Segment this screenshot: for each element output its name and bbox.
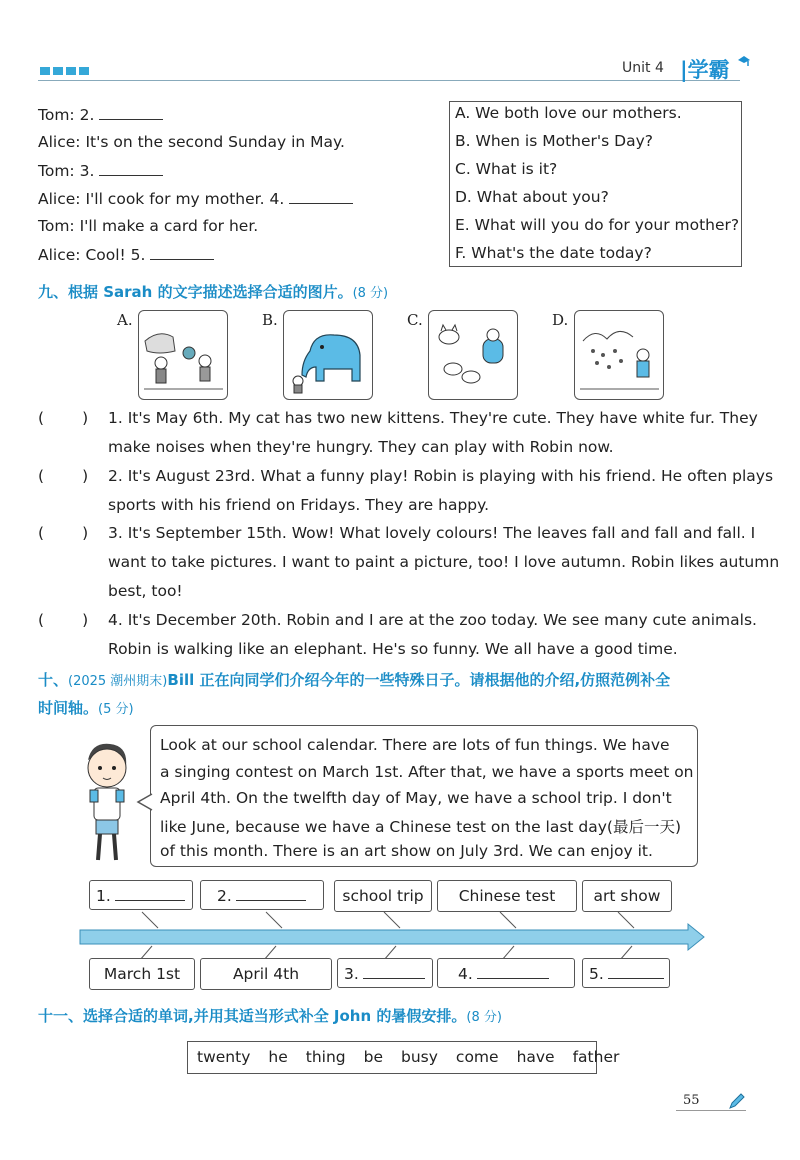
answer-blank[interactable] — [99, 161, 163, 176]
word-bank-item: come — [455, 1048, 499, 1066]
timeline-box[interactable]: 4. — [437, 958, 575, 988]
option-item: C. What is it? — [455, 160, 558, 178]
question-3: ( ) 3. It's September 15th. Wow! What lovely colours! The leaves fall and fall and fall. I — [38, 524, 756, 542]
speech-line: April 4th. On the twelfth day of May, we have a school trip. I don't — [160, 789, 672, 807]
mortarboard-icon — [737, 54, 751, 68]
dialogue-line: Alice: It's on the second Sunday in May. — [38, 133, 345, 151]
word-bank — [187, 1041, 620, 1074]
timeline-box[interactable]: 2. — [200, 880, 324, 910]
answer-blank[interactable] — [289, 189, 353, 204]
option-item: F. What's the date today? — [455, 244, 652, 262]
picture-label: D. — [552, 311, 569, 329]
option-item: D. What about you? — [455, 188, 609, 206]
answer-blank[interactable] — [99, 105, 163, 120]
section-10-title: 十、(2025 潮州期末)Bill 正在向同学们介绍今年的一些特殊日子。请根据他的介绍,仿照范例补全 — [38, 671, 671, 689]
picture-d[interactable] — [574, 310, 664, 400]
word-bank-item: have — [516, 1048, 555, 1066]
timeline-box[interactable]: 1. — [89, 880, 193, 910]
answer-blank[interactable] — [150, 245, 214, 260]
word-bank-item: twenty — [197, 1048, 251, 1066]
header-decor-square — [53, 67, 63, 75]
timeline-box: Chinese test — [437, 880, 577, 912]
question-3-cont: want to take pictures. I want to paint a picture, too! I love autumn. Robin likes autumn — [108, 553, 780, 571]
dialogue-line: Alice: Cool! 5. — [38, 245, 214, 264]
dialogue-line: Tom: 3. — [38, 161, 163, 180]
speech-line: a singing contest on March 1st. After that, we have a sports meet on — [160, 763, 694, 781]
question-4: ( ) 4. It's December 20th. Robin and I are at the zoo today. We see many cute animals. — [38, 611, 757, 629]
footer-rule — [676, 1110, 746, 1111]
picture-label: A. — [117, 311, 133, 329]
option-item: A. We both love our mothers. — [455, 104, 682, 122]
word-bank-item: thing — [305, 1048, 346, 1066]
picture-b[interactable] — [283, 310, 373, 400]
question-1-cont: make noises when they're hungry. They can play with Robin now. — [108, 438, 614, 456]
question-3-cont: best, too! — [108, 582, 183, 600]
dialogue-line: Alice: I'll cook for my mother. 4. — [38, 189, 353, 208]
header-decor-square — [66, 67, 76, 75]
options-box — [449, 101, 742, 267]
page-number: 55 — [683, 1093, 700, 1108]
timeline-box: school trip — [334, 880, 432, 912]
children-playing-illustration — [139, 311, 227, 399]
pencil-icon — [728, 1092, 746, 1110]
speech-line: of this month. There is an art show on July 3rd. We can enjoy it. — [160, 842, 653, 860]
question-1: ( ) 1. It's May 6th. My cat has two new kittens. They're cute. They have white fur. They — [38, 409, 758, 427]
header-decor-square — [79, 67, 89, 75]
section-10-title-cont: 时间轴。(5 分) — [38, 699, 134, 717]
kittens-illustration — [429, 311, 517, 399]
elephant-illustration — [284, 311, 372, 399]
dialogue-line: Tom: I'll make a card for her. — [38, 217, 259, 235]
boy-bill-illustration — [76, 740, 138, 868]
speech-line: like June, because we have a Chinese test on the last day(最后一天) — [160, 818, 682, 836]
picture-label: B. — [262, 311, 278, 329]
word-bank-item: be — [363, 1048, 383, 1066]
option-item: B. When is Mother's Day? — [455, 132, 653, 150]
question-4-cont: Robin is walking like an elephant. He's so funny. We all have a good time. — [108, 640, 678, 658]
speech-bubble-tail — [136, 792, 154, 812]
header-decor-square — [40, 67, 50, 75]
speech-line: Look at our school calendar. There are lots of fun things. We have — [160, 736, 670, 754]
timeline-box: April 4th — [200, 958, 332, 990]
section-9-title: 九、根据 Sarah 的文字描述选择合适的图片。(8 分) — [38, 283, 389, 301]
timeline-box[interactable]: 3. — [337, 958, 433, 988]
unit-label: Unit 4 — [622, 60, 664, 76]
timeline-box[interactable]: 5. — [582, 958, 670, 988]
autumn-leaves-illustration — [575, 311, 663, 399]
header-rule — [38, 80, 740, 81]
option-item: E. What will you do for your mother? — [455, 216, 740, 234]
word-bank-item: he — [268, 1048, 288, 1066]
dialogue-line: Tom: 2. — [38, 105, 163, 124]
picture-a[interactable] — [138, 310, 228, 400]
brand-logo: |学霸 — [680, 54, 751, 84]
timeline-box: art show — [582, 880, 672, 912]
word-bank-item: busy — [401, 1048, 438, 1066]
section-11-title: 十一、选择合适的单词,并用其适当形式补全 John 的暑假安排。(8 分) — [38, 1007, 502, 1025]
word-bank-item: father — [572, 1048, 620, 1066]
question-2-cont: sports with his friend on Fridays. They are happy. — [108, 496, 490, 514]
question-2: ( ) 2. It's August 23rd. What a funny play! Robin is playing with his friend. He often plays — [38, 467, 774, 485]
timeline-box: March 1st — [89, 958, 195, 990]
picture-c[interactable] — [428, 310, 518, 400]
picture-label: C. — [407, 311, 423, 329]
